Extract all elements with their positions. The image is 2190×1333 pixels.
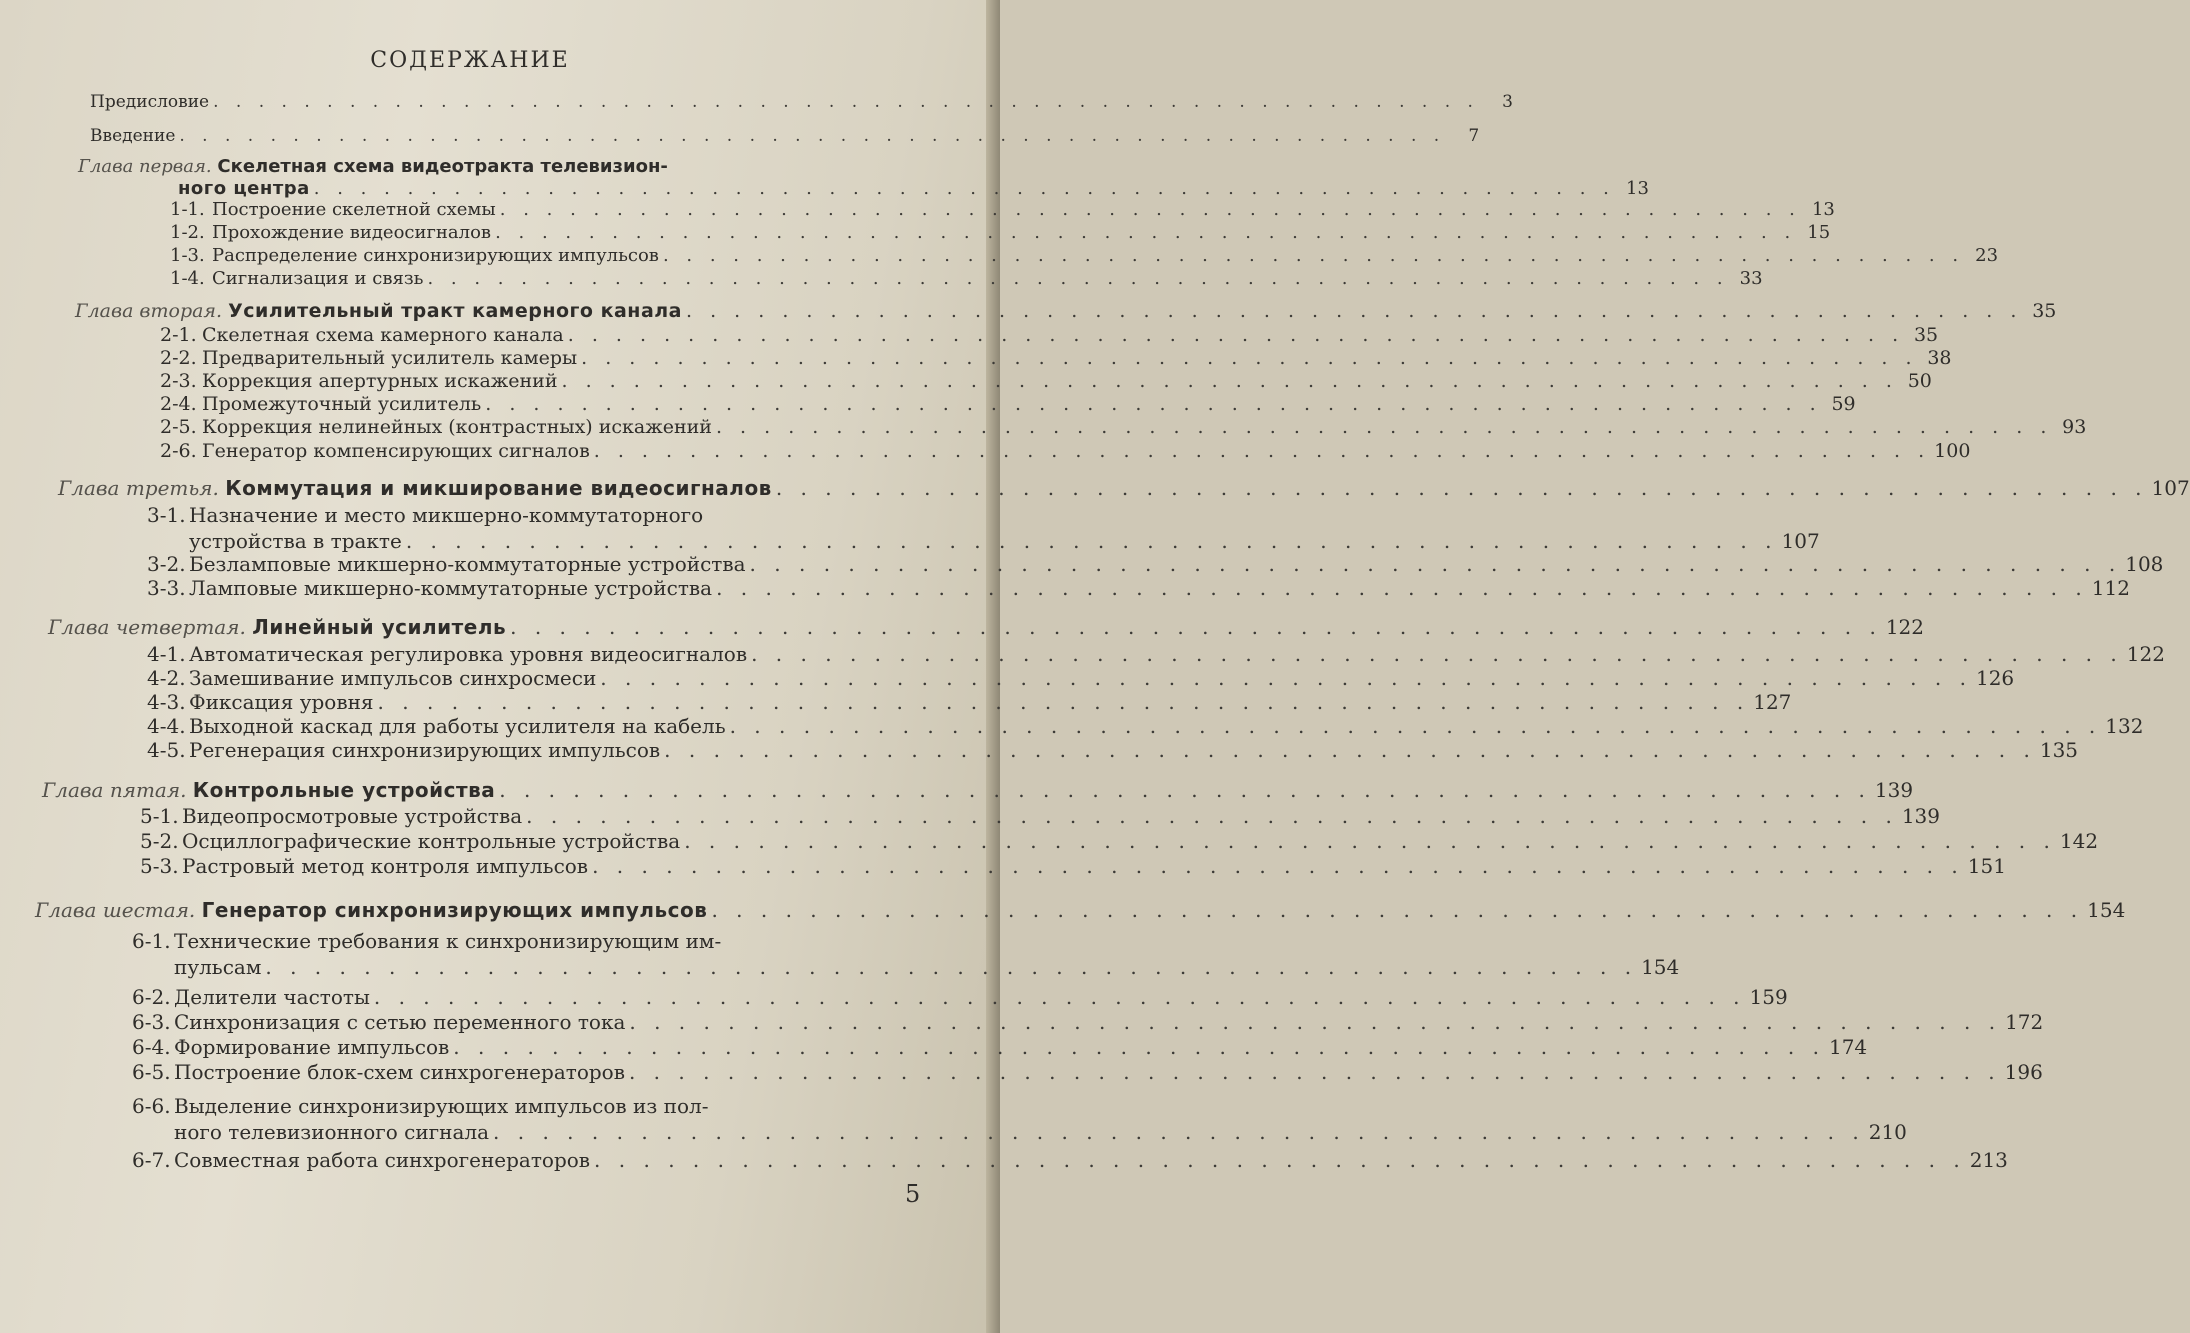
section-number: 2-4.: [160, 393, 197, 415]
toc-section: [160, 324, 1939, 346]
toc-page-number: 139: [1874, 778, 1914, 802]
section-number: 6-2.: [132, 985, 171, 1009]
dot-leader: . . . . . . . . . . . . . . . . . . . . . . . . . . . . . . . . . . . . . . . . . . . . . . . . . . . . . . . .: [313, 178, 1615, 199]
section-title-wrap: [147, 666, 596, 690]
toc-page-number: 174: [1828, 1035, 1868, 1059]
dot-leader: . . . . . . . . . . . . . . . . . . . . . . . . . . . . . . . . . . . . . . . . . . . . . . . . . . . . . . . .: [600, 666, 1972, 690]
dot-leader: . . . . . . . . . . . . . . . . . . . . . . . . . . . . . . . . . . . . . . . . . . . . . . . . . . . . . . . .: [628, 1060, 2001, 1084]
section-number: 2-5.: [160, 416, 197, 438]
section-title: Безламповые микшерно-коммутаторные устройства: [189, 552, 746, 576]
chapter-title: Усилительный тракт камерного канала: [228, 300, 682, 322]
section-number: 6-4.: [132, 1035, 171, 1059]
section-number: 4-3.: [147, 690, 186, 714]
dot-leader: . . . . . . . . . . . . . . . . . . . . . . . . . . . . . . . . . . . . . . . . . . . . . . . . . . . . . . . .: [265, 955, 1638, 979]
toc-page-number: 38: [1927, 347, 1952, 369]
toc-section: [170, 268, 1763, 289]
toc-section: [160, 393, 1856, 415]
toc-section-cont: [174, 1120, 1907, 1144]
section-number: 6-3.: [132, 1010, 171, 1034]
toc-page-number: 154: [1641, 955, 1680, 979]
section-number: 4-2.: [147, 666, 186, 690]
dot-leader: . . . . . . . . . . . . . . . . . . . . . . . . . . . . . . . . . . . . . . . . . . . . . . . . . . . . . . . .: [567, 324, 1905, 346]
toc-section: [132, 1035, 1868, 1059]
toc-section: [132, 985, 1788, 1009]
section-title: Сигнализация и связь: [212, 268, 424, 289]
dot-leader: . . . . . . . . . . . . . . . . . . . . . . . . . . . . . . . . . . . . . . . . . . . . . . . . . . . . . . . .: [749, 552, 2122, 576]
toc-page-number: 3: [1502, 92, 1513, 112]
toc-page-number: 50: [1907, 370, 1932, 392]
dot-leader: . . . . . . . . . . . . . . . . . . . . . . . . . . . . . . . . . . . . . . . . . . . . . . . . . . . . . . . .: [510, 615, 1882, 639]
chapter-title: Коммутация и микширование видеосигналов: [225, 476, 772, 500]
dot-leader: . . . . . . . . . . . . . . . . . . . . . . . . . . . . . . . . . . . . . . . . . . . . . . . . . . . . . . . .: [686, 300, 2023, 322]
section-number: 2-3.: [160, 370, 197, 392]
chapter-label: Глава пятая.: [42, 778, 193, 802]
section-number: 4-1.: [147, 642, 186, 666]
section-title: Замешивание импульсов синхросмеси: [189, 666, 597, 690]
section-title-wrap: [147, 690, 374, 714]
toc-section: [160, 370, 1932, 392]
section-title-wrap: [132, 1035, 449, 1059]
section-title-wrap: [140, 829, 680, 853]
section-number: 6-5.: [132, 1060, 171, 1084]
chapter-heading: [42, 778, 1914, 802]
chapter-heading-cont: [178, 178, 1649, 199]
toc-section: [140, 854, 2006, 878]
section-title: пульсам: [174, 955, 262, 979]
toc-page-number: 154: [2087, 898, 2126, 922]
chapter-title-wrap: [48, 615, 506, 639]
section-title-wrap: [170, 199, 496, 220]
section-title: Выходной каскад для работы усилителя на кабель: [189, 714, 726, 738]
toc-section: [132, 1010, 2044, 1034]
toc-page-number: 139: [1901, 804, 1941, 828]
toc-item-title: Предисловие: [90, 92, 210, 112]
section-title: Промежуточный усилитель: [202, 393, 482, 415]
toc-section: [147, 714, 2144, 738]
chapter-title-wrap: [58, 476, 772, 500]
toc-page-number: 142: [2059, 829, 2099, 853]
toc-section: [170, 199, 1835, 220]
chapter-heading: [75, 300, 2057, 322]
toc-section: [147, 666, 2015, 690]
section-title: Построение блок-схем синхрогенераторов: [174, 1060, 625, 1084]
toc-page-number: 107: [2151, 476, 2190, 500]
section-number: 6-7.: [132, 1148, 171, 1172]
toc-page-number: 122: [2126, 642, 2165, 666]
section-title-wrap: [147, 576, 712, 600]
toc-section: [147, 690, 1792, 714]
section-title: Растровый метод контроля импульсов: [182, 854, 589, 878]
toc-section: [147, 503, 703, 527]
dot-leader: . . . . . . . . . . . . . . . . . . . . . . . . . . . . . . . . . . . . . . . . . . . . . . . . . . . . . . . .: [485, 393, 1822, 415]
section-title: Скелетная схема камерного канала: [202, 324, 564, 346]
section-number: 1-1.: [170, 199, 205, 220]
section-number: 3-2.: [147, 552, 186, 576]
dot-leader: . . . . . . . . . . . . . . . . . . . . . . . . . . . . . . . . . . . . . . . . . . . . . . . . . . . . . . . .: [751, 642, 2123, 666]
toc-section: [132, 929, 721, 953]
section-number: 3-3.: [147, 576, 186, 600]
dot-leader: . . . . . . . . . . . . . . . . . . . . . . . . . . . . . . . . . . . . . . . . . . . . . . . . . . . . . . . .: [377, 690, 1750, 714]
section-title: Синхронизация с сетью переменного тока: [174, 1010, 626, 1034]
toc-section: [147, 576, 2130, 600]
page-number: 5: [905, 1180, 921, 1208]
toc-page-number: 108: [2125, 552, 2164, 576]
section-number: 6-1.: [132, 929, 171, 953]
chapter-title: Контрольные устройства: [192, 778, 496, 802]
dot-leader: . . . . . . . . . . . . . . . . . . . . . . . . . . . . . . . . . . . . . . . . . . . . . . . . . . . . . . . .: [373, 985, 1746, 1009]
toc-page-number: 210: [1868, 1120, 1907, 1144]
section-title-wrap: [170, 245, 659, 266]
section-title-wrap: [160, 393, 481, 415]
section-title: Фиксация уровня: [189, 690, 374, 714]
toc-section-cont: [189, 529, 1820, 553]
toc-page-number: 93: [2062, 416, 2087, 438]
chapter-title: Линейный усилитель: [252, 615, 507, 639]
section-title-wrap: [160, 440, 590, 462]
page-title: СОДЕРЖАНИЕ: [370, 48, 570, 73]
dot-leader: . . . . . . . . . . . . . . . . . . . . . . . . . . . . . . . . . . . . . . . . . . . . . . . . . . . . . . . .: [594, 1148, 1966, 1172]
dot-leader: . . . . . . . . . . . . . . . . . . . . . . . . . . . . . . . . . . . . . . . . . . . . . . . . . . . . . . . .: [405, 529, 1778, 553]
toc-page-number: 196: [2004, 1060, 2043, 1084]
dot-leader: . . . . . . . . . . . . . . . . . . . . . . . . . . . . . . . . . . . . . . . . . . . . . . . . . . . . . . . .: [526, 804, 1898, 828]
toc-page-number: 33: [1739, 268, 1763, 289]
dot-leader: . . . . . . . . . . . . . . . . . . . . . . . . . . . . . . . . . . . . . . . . . . . . . . . . . . . . . . . .: [427, 268, 1729, 289]
dot-leader: . . . . . . . . . . . . . . . . . . . . . . . . . . . . . . . . . . . . . . . . . . . . . . . . . . . . . . . .: [715, 416, 2053, 438]
section-title-wrap: [147, 714, 726, 738]
toc-page-number: 132: [2105, 714, 2144, 738]
section-number: 5-3.: [140, 854, 179, 878]
dot-leader: . . . . . . . . . . . . . . . . . . . . . . . . . . . . . . . . . . . . . . . . . . . . . . . . . . . . . . . .: [664, 738, 2036, 762]
dot-leader: . . . . . . . . . . . . . . . . . . . . . . . . . . . . . . . . . . . . . . . . . . . . . . . . . . . . . . . .: [662, 245, 1965, 266]
dot-leader: . . . . . . . . . . . . . . . . . . . . . . . . . . . . . . . . . . . . . . . . . . . . . . . . . . . . . . . .: [581, 347, 1918, 369]
section-number: 2-2.: [160, 347, 197, 369]
section-title: Назначение и место микшерно-коммутаторного: [189, 503, 704, 527]
section-title: Построение скелетной схемы: [212, 199, 496, 220]
section-title-wrap: [160, 347, 577, 369]
section-number: 4-5.: [147, 738, 186, 762]
dot-leader: . . . . . . . . . . . . . . . . . . . . . . . . . . . . . . . . . . . . . . . . . . . . . . . . . . . . . . . .: [453, 1035, 1825, 1059]
chapter-title-wrap: [42, 778, 495, 802]
toc-section: [170, 245, 1999, 266]
section-title: Осциллографические контрольные устройства: [182, 829, 681, 853]
section-title-wrap: [147, 552, 746, 576]
section-number: 2-6.: [160, 440, 197, 462]
toc-page-number: 112: [2091, 576, 2130, 600]
dot-leader: . . . . . . . . . . . . . . . . . . . . . . . . . . . . . . . . . . . . . . . . . . . . . . . . . . . . . . . .: [593, 440, 1931, 462]
section-title-wrap: [170, 222, 491, 243]
dot-leader: . . . . . . . . . . . . . . . . . . . . . . . . . . . . . . . . . . . . . . . . . . . . . . . . . . . . . . . .: [179, 126, 1446, 146]
section-title-wrap: [140, 854, 588, 878]
section-title: Выделение синхронизирующих импульсов из пол-: [174, 1094, 709, 1118]
dot-leader: . . . . . . . . . . . . . . . . . . . . . . . . . . . . . . . . . . . . . . . . . . . . . . . . . . . . . . . .: [495, 222, 1797, 243]
toc-page-number: 13: [1811, 199, 1835, 220]
toc-page-number: 135: [2039, 738, 2079, 762]
section-title: Совместная работа синхрогенераторов: [174, 1148, 591, 1172]
section-number: 6-6.: [132, 1094, 171, 1118]
chapter-label: Глава третья.: [58, 476, 226, 500]
section-title-wrap: [147, 642, 747, 666]
toc-page-number: 172: [2005, 1010, 2044, 1034]
section-title: Автоматическая регулировка уровня видеосигналов: [189, 642, 748, 666]
toc-page-number: 151: [1967, 854, 2006, 878]
section-number: 3-1.: [147, 503, 186, 527]
section-title-wrap: [160, 324, 564, 346]
chapter-heading: [78, 156, 668, 177]
section-title-wrap: [160, 370, 558, 392]
toc-page-number: 13: [1626, 178, 1649, 199]
toc-page-number: 107: [1781, 529, 1820, 553]
section-title-wrap: [132, 1060, 625, 1084]
section-title: Регенерация синхронизирующих импульсов: [189, 738, 661, 762]
chapter-heading: [35, 898, 2126, 922]
toc-page-number: 122: [1885, 615, 1924, 639]
dot-leader: . . . . . . . . . . . . . . . . . . . . . . . . . . . . . . . . . . . . . . . . . . . . . . . . . . . . . . . .: [684, 829, 2056, 853]
dot-leader: . . . . . . . . . . . . . . . . . . . . . . . . . . . . . . . . . . . . . . . . . . . . . . . . . . . . . . . .: [629, 1010, 2002, 1034]
toc-section: [170, 222, 1831, 243]
section-number: 2-1.: [160, 324, 197, 346]
toc-front-item: [90, 126, 1480, 146]
chapter-label: Глава четвертая.: [48, 615, 253, 639]
toc-section: [147, 738, 2079, 762]
section-number: 1-4.: [170, 268, 205, 289]
section-title: Технические требования к синхронизирующим им-: [174, 929, 722, 953]
dot-leader: . . . . . . . . . . . . . . . . . . . . . . . . . . . . . . . . . . . . . . . . . . . . . . . . . . . . . . . .: [499, 778, 1871, 802]
toc-page-number: 159: [1749, 985, 1788, 1009]
chapter-title: Скелетная схема видеотракта телевизион-: [217, 156, 668, 177]
chapter-title: ного центра: [178, 178, 310, 199]
section-title: Прохождение видеосигналов: [212, 222, 492, 243]
section-title-wrap: [147, 738, 660, 762]
toc-section: [160, 347, 1952, 369]
toc-front-item: [90, 92, 1513, 112]
dot-leader: . . . . . . . . . . . . . . . . . . . . . . . . . . . . . . . . . . . . . . . . . . . . . . . . . . . . . . . .: [499, 199, 1801, 220]
toc-page-number: 7: [1468, 126, 1480, 146]
section-title: устройства в тракте: [189, 529, 402, 553]
chapter-title-wrap: [75, 300, 682, 322]
section-title: Делители частоты: [174, 985, 370, 1009]
dot-leader: . . . . . . . . . . . . . . . . . . . . . . . . . . . . . . . . . . . . . . . . . . . . . . . . . . . . . . . .: [213, 92, 1479, 112]
section-title: ного телевизионного сигнала: [174, 1120, 490, 1144]
chapter-label: Глава вторая.: [75, 300, 229, 322]
dot-leader: . . . . . . . . . . . . . . . . . . . . . . . . . . . . . . . . . . . . . . . . . . . . . . . . . . . . . . . .: [729, 714, 2102, 738]
chapter-title-wrap: [35, 898, 707, 922]
section-title: Коррекция нелинейных (контрастных) искажений: [202, 416, 712, 438]
dot-leader: . . . . . . . . . . . . . . . . . . . . . . . . . . . . . . . . . . . . . . . . . . . . . . . . . . . . . . . .: [716, 576, 2088, 600]
section-title-wrap: [160, 416, 712, 438]
toc-section-cont: [174, 955, 1680, 979]
toc-section: [140, 804, 1941, 828]
dot-leader: . . . . . . . . . . . . . . . . . . . . . . . . . . . . . . . . . . . . . . . . . . . . . . . . . . . . . . . .: [592, 854, 1964, 878]
toc-page-number: 59: [1831, 393, 1856, 415]
chapter-label: Глава первая.: [78, 156, 218, 177]
section-title: Коррекция апертурных искажений: [202, 370, 558, 392]
toc-section: [160, 440, 1971, 462]
section-number: 5-2.: [140, 829, 179, 853]
chapter-title: Генератор синхронизирующих импульсов: [201, 898, 708, 922]
toc-page-number: 35: [1913, 324, 1939, 346]
toc-section: [132, 1094, 708, 1118]
toc-section: [160, 416, 2087, 438]
toc-section: [140, 829, 2099, 853]
chapter-heading: [48, 615, 1924, 639]
toc-page-number: 35: [2032, 300, 2057, 322]
toc-section: [147, 642, 2165, 666]
toc-page-number: 213: [1969, 1148, 2008, 1172]
section-title: Формирование импульсов: [174, 1035, 450, 1059]
section-title-wrap: [132, 985, 370, 1009]
chapter-heading: [58, 476, 2190, 500]
dot-leader: . . . . . . . . . . . . . . . . . . . . . . . . . . . . . . . . . . . . . . . . . . . . . . . . . . . . . . . .: [493, 1120, 1865, 1144]
toc-page-number: 15: [1807, 222, 1831, 243]
toc-section: [147, 552, 2164, 576]
section-number: 4-4.: [147, 714, 186, 738]
toc-section: [132, 1060, 2043, 1084]
dot-leader: . . . . . . . . . . . . . . . . . . . . . . . . . . . . . . . . . . . . . . . . . . . . . . . . . . . . . . . .: [711, 898, 2084, 922]
toc-page-number: 126: [1975, 666, 2015, 690]
section-title: Генератор компенсирующих сигналов: [202, 440, 590, 462]
toc-page-number: 100: [1934, 440, 1971, 462]
section-title: Видеопросмотровые устройства: [182, 804, 523, 828]
dot-leader: . . . . . . . . . . . . . . . . . . . . . . . . . . . . . . . . . . . . . . . . . . . . . . . . . . . . . . . .: [775, 476, 2148, 500]
section-title-wrap: [132, 1148, 590, 1172]
toc-item-title: Введение: [90, 126, 176, 146]
section-title: Распределение синхронизирующих импульсов: [212, 245, 659, 266]
toc-section: [132, 1148, 2008, 1172]
section-title-wrap: [140, 804, 522, 828]
dot-leader: . . . . . . . . . . . . . . . . . . . . . . . . . . . . . . . . . . . . . . . . . . . . . . . . . . . . . . . .: [561, 370, 1898, 392]
section-number: 1-2.: [170, 222, 205, 243]
section-title: Ламповые микшерно-коммутаторные устройства: [189, 576, 713, 600]
chapter-label: Глава шестая.: [35, 898, 202, 922]
section-number: 5-1.: [140, 804, 179, 828]
section-title-wrap: [170, 268, 423, 289]
section-number: 1-3.: [170, 245, 205, 266]
section-title-wrap: [132, 1010, 625, 1034]
toc-page-number: 127: [1753, 690, 1792, 714]
toc-page-number: 23: [1975, 245, 1999, 266]
section-title: Предварительный усилитель камеры: [202, 347, 578, 369]
